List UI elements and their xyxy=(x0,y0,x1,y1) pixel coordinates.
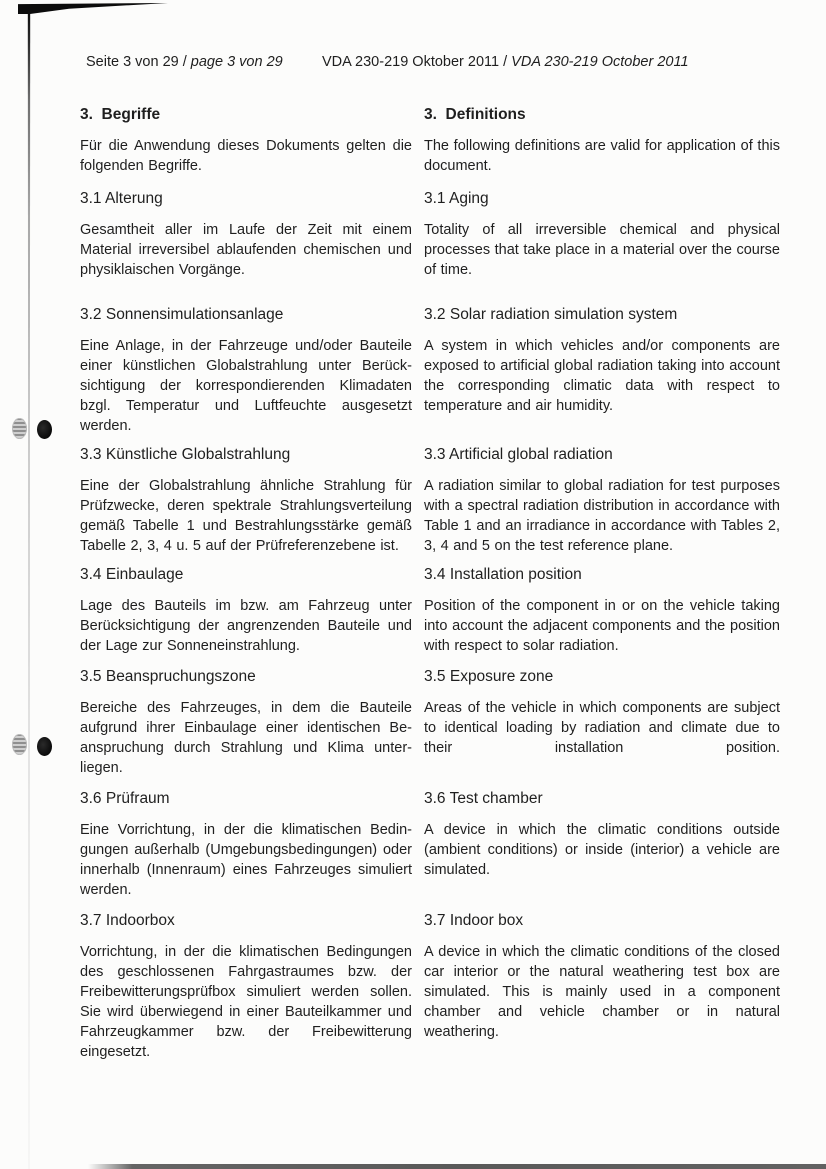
section-heading-de: 3.7 Indoorbox xyxy=(80,912,175,929)
scan-fold-line xyxy=(27,8,31,1169)
section-heading-de: 3.1 Alterung xyxy=(80,190,163,207)
section-heading-en: 3.6 Test chamber xyxy=(424,790,543,807)
section-paragraph-de: Vorrichtung, in der die klimatischen Bedingungen des geschlossenen Fahrgastraumes bzw. der Freibewitterungsprüfbox simuliert werden sollen. Sie wird überwiegend in einer Bauteilkammer und Fahrzeugkammer bzw. der Freibewitterung eingesetzt. xyxy=(80,944,412,1060)
header-page-number-de: Seite 3 von 29 / xyxy=(86,54,191,70)
section-paragraph-de: Für die Anwendung dieses Dokuments gelten die folgenden Begriffe. xyxy=(80,138,412,174)
section-heading-en: 3.2 Solar radiation simulation system xyxy=(424,306,678,323)
section-heading-en: 3.5 Exposure zone xyxy=(424,668,554,685)
section-3.3-de xyxy=(80,446,412,556)
section-3.2-de xyxy=(80,306,412,436)
section-3.4-en xyxy=(424,566,780,656)
section-heading-de: 3. Begriffe xyxy=(80,106,161,123)
section-3.1-de xyxy=(80,190,412,280)
section-paragraph-de: Gesamtheit aller im Laufe der Zeit mit einem Material irreversibel ablaufenden chemischen und physiklaischen Vorgänge. xyxy=(80,222,412,278)
section-3-de xyxy=(80,106,412,176)
section-paragraph-de: Eine Anlage, in der Fahrzeuge und/oder Bauteile einer künstlichen Globalstrahlung unter Berücksichtigung der korrespondierenden Klimadaten bzgl. Temperatur und Luftfeuchte ausgesetzt werden. xyxy=(80,338,412,434)
punch-hole-top-outer xyxy=(12,418,27,439)
section-heading-de: 3.5 Beanspruchungszone xyxy=(80,668,256,685)
header-document-title-de: VDA 230-219 Oktober 2011 / xyxy=(322,54,512,70)
section-heading-en: 3.1 Aging xyxy=(424,190,489,207)
section-paragraph-en: The following definitions are valid for application of this document. xyxy=(424,138,780,174)
section-3.2-en xyxy=(424,306,780,416)
header-page-number xyxy=(86,54,283,70)
section-paragraph-en: Totality of all irreversible chemical and physical processes that take place in a material over the course of time. xyxy=(424,222,780,278)
scan-corner-artifact xyxy=(18,3,168,14)
section-3.6-de xyxy=(80,790,412,900)
section-3-en xyxy=(424,106,780,176)
section-paragraph-en: Areas of the vehicle in which components are subject to identical loading by radiation and climate due to their installation position. xyxy=(424,700,780,756)
section-paragraph-de: Eine der Globalstrahlung ähnliche Strahlung für Prüfzwecke, deren spektrale Strahlungsverteilung gemäß Tabelle 1 und Bestrahlungsstärke gemäß Tabelle 2, 3, 4 u. 5 auf der Prüfreferenzebene ist. xyxy=(80,478,412,554)
section-heading-en: 3.3 Artificial global radiation xyxy=(424,446,613,463)
section-heading-en: 3.4 Installation position xyxy=(424,566,582,583)
section-3.7-de xyxy=(80,912,412,1062)
header-page-number-en: page 3 von 29 xyxy=(190,54,283,70)
section-paragraph-de: Lage des Bauteils im bzw. am Fahrzeug unter Berücksichtigung der angrenzenden Bauteile und der Lage zur Sonneneinstrahlung. xyxy=(80,598,412,654)
section-3.4-de xyxy=(80,566,412,656)
section-paragraph-en: A device in which the climatic conditions of the closed car interior or the natural weathering test box are simulated. This is mainly used in a component chamber and vehicle chamber or in natural weathering. xyxy=(424,944,780,1040)
section-paragraph-en: Position of the component in or on the vehicle taking into account the adjacent components and the position with respect to solar radiation. xyxy=(424,598,780,654)
section-heading-de: 3.2 Sonnensimulationsanlage xyxy=(80,306,284,323)
section-paragraph-de: Eine Vorrichtung, in der die klimatischen Bedingungen außerhalb (Umgebungsbedingungen) oder innerhalb (Innenraum) eines Fahrzeuges simuliert werden. xyxy=(80,822,412,898)
section-3.5-en xyxy=(424,668,780,758)
section-paragraph-en: A system in which vehicles and/or components are exposed to artificial global radiation taking into account the corresponding climatic data with respect to temperature and air humidity. xyxy=(424,338,780,414)
section-heading-de: 3.3 Künstliche Globalstrahlung xyxy=(80,446,291,463)
section-heading-de: 3.4 Einbaulage xyxy=(80,566,184,583)
scan-bottom-edge xyxy=(88,1164,826,1169)
section-3.6-en xyxy=(424,790,780,880)
section-heading-en: 3.7 Indoor box xyxy=(424,912,524,929)
section-heading-de: 3.6 Prüfraum xyxy=(80,790,170,807)
section-3.3-en xyxy=(424,446,780,556)
section-paragraph-en: A device in which the climatic conditions outside (ambient conditions) or inside (interior) a vehicle are simulated. xyxy=(424,822,780,878)
punch-hole-top-inner xyxy=(37,420,52,439)
section-paragraph-de: Bereiche des Fahrzeuges, in dem die Bauteile aufgrund ihrer Einbaulage einer identischen Beanspruchung durch Strahlung und Klima unterliegen. xyxy=(80,700,412,776)
header-document-title xyxy=(322,54,689,70)
header-document-title-en: VDA 230-219 October 2011 xyxy=(511,54,689,70)
section-3.1-en xyxy=(424,190,780,280)
punch-hole-bottom-outer xyxy=(12,734,27,755)
punch-hole-bottom-inner xyxy=(37,737,52,756)
section-3.7-en xyxy=(424,912,780,1042)
section-3.5-de xyxy=(80,668,412,778)
content-grid xyxy=(80,106,780,1062)
section-heading-en: 3. Definitions xyxy=(424,106,526,123)
section-paragraph-en: A radiation similar to global radiation for test purposes with a spectral radiation distribution in accordance with Table 1 and an irradiance in accordance with Tables 2, 3, 4 and 5 on the test reference plane. xyxy=(424,478,780,554)
